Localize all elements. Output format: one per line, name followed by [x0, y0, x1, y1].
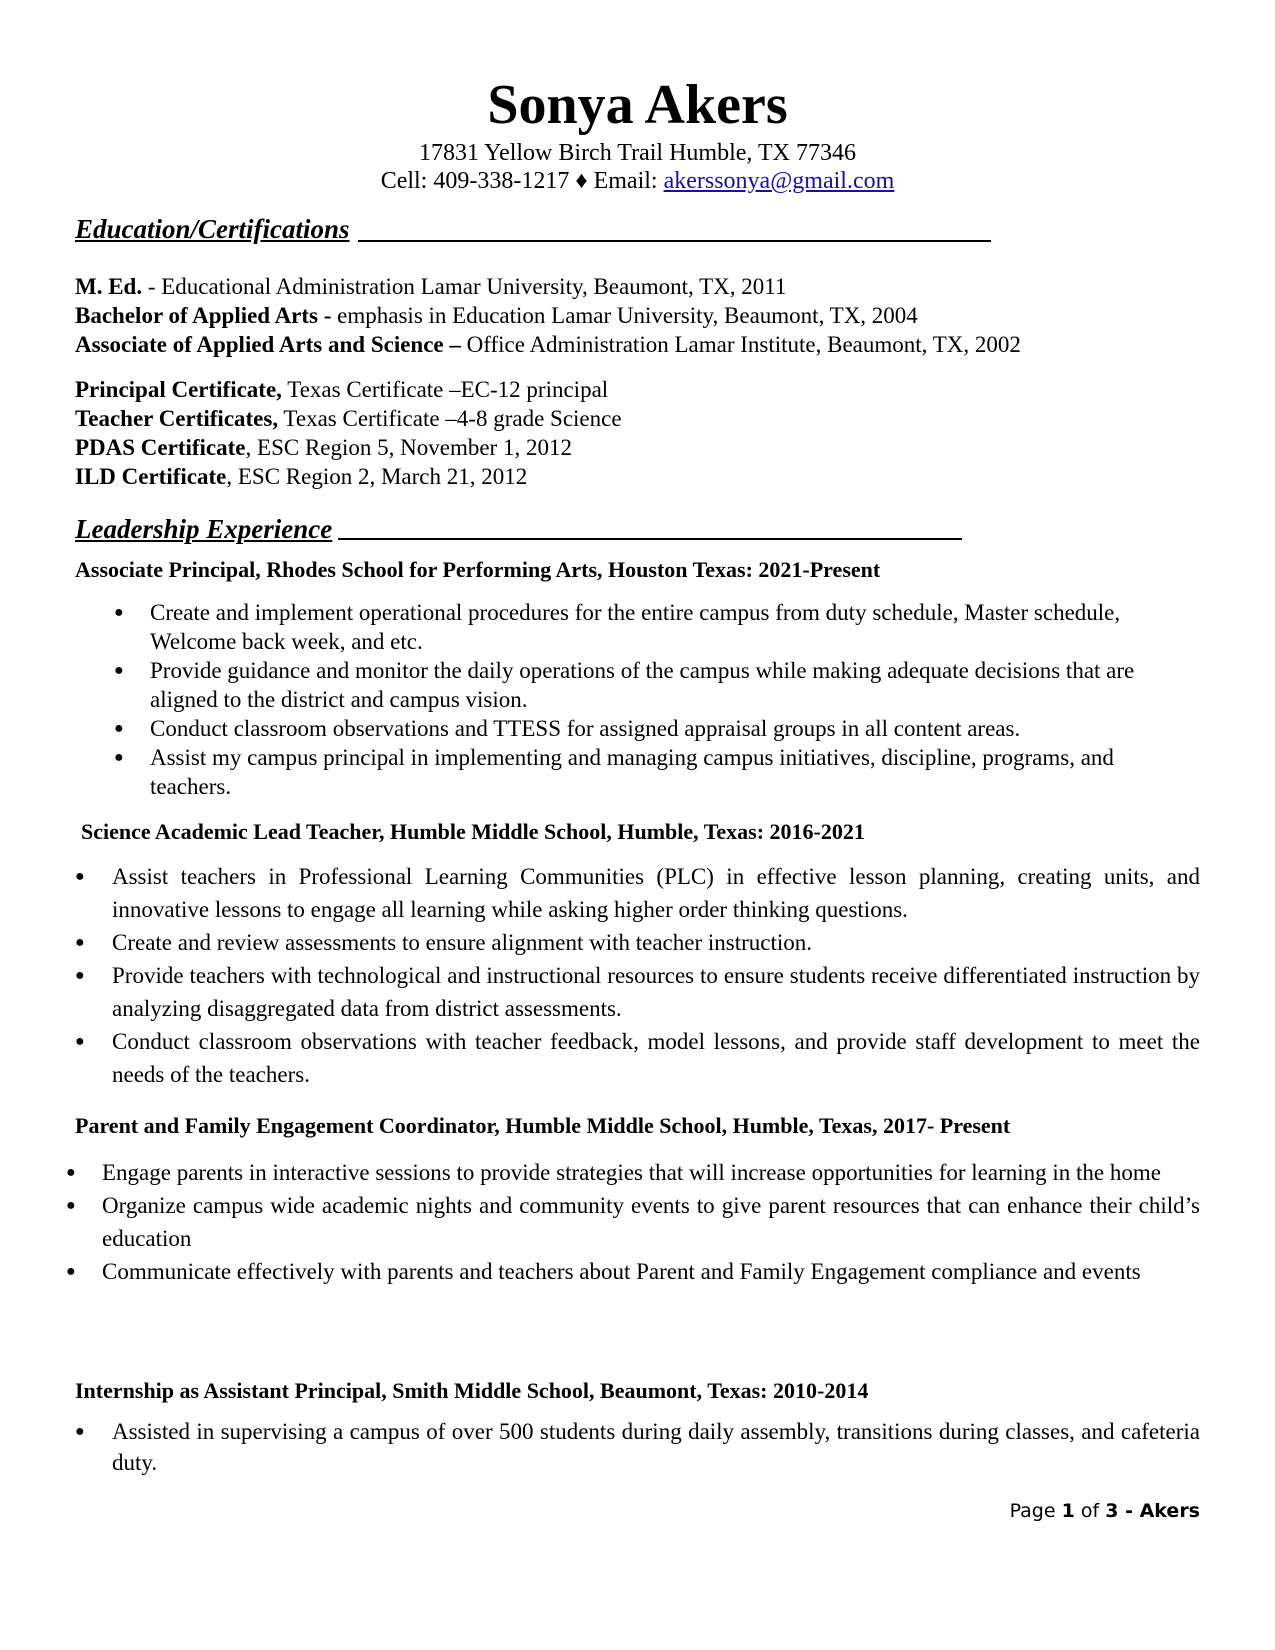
list-item: ● Assist teachers in Professional Learning Communities (PLC) in effective lesson planning, creating units, and innovative lessons to engage all learning while asking higher order thinking questions. [75, 864, 1200, 922]
degree-item: Bachelor of Applied Arts - emphasis in Education Lamar University, Beaumont, TX, 2004 [75, 303, 918, 328]
job-bullets [114, 598, 1200, 801]
job-title: Associate Principal, Rhodes School for Performing Arts, Houston Texas: 2021-Present [75, 557, 881, 582]
list-item: ● Organize campus wide academic nights and community events to give parent resources that can enhance their child’s education [66, 1193, 1200, 1251]
certificate-item: ILD Certificate, ESC Region 2, March 21, 2012 [75, 464, 528, 489]
certificate-item: PDAS Certificate, ESC Region 5, November 1, 2012 [75, 435, 572, 460]
degrees-list [75, 272, 1021, 359]
certificates-list [75, 375, 622, 491]
degree-item: Associate of Applied Arts and Science – Office Administration Lamar Institute, Beaumont, TX, 2002 [75, 332, 1021, 357]
certificate-item: Teacher Certificates, Texas Certificate –4-8 grade Science [75, 406, 622, 431]
job-title: Parent and Family Engagement Coordinator, Humble Middle School, Humble, Texas, 2017- Present [75, 1113, 1011, 1138]
job-bullets [75, 1416, 1200, 1478]
job-bullets [75, 860, 1200, 1091]
list-item: ● Assist my campus principal in implementing and managing campus initiatives, discipline, programs, and teachers. [114, 745, 1114, 799]
list-item: ● Create and implement operational procedures for the entire campus from duty schedule, Master schedule, Welcome back week, and etc. [114, 600, 1121, 654]
email-link[interactable]: akerssonya@gmail.com [663, 168, 895, 194]
address-line: 17831 Yellow Birch Trail Humble, TX 77346 [419, 140, 856, 166]
list-item: ● Communicate effectively with parents and teachers about Parent and Family Engagement compliance and events [66, 1259, 1141, 1284]
degree-item: M. Ed. - Educational Administration Lamar University, Beaumont, TX, 2011 [75, 274, 787, 299]
candidate-name: Sonya Akers [487, 74, 788, 136]
list-item: ● Engage parents in interactive sessions to provide strategies that will increase opportunities for learning in the home [66, 1160, 1161, 1185]
list-item: ● Provide guidance and monitor the daily operations of the campus while making adequate decisions that are aligned to the district and campus vision. [114, 658, 1135, 712]
list-item: ● Create and review assessments to ensure alignment with teacher instruction. [75, 930, 813, 955]
section-rule [358, 240, 991, 242]
job-title: Science Academic Lead Teacher, Humble Middle School, Humble, Texas: 2016-2021 [81, 819, 865, 844]
section-rule [338, 538, 962, 540]
job-bullets [66, 1156, 1200, 1288]
list-item: ● Provide teachers with technological and instructional resources to ensure students receive differentiated instruction by analyzing disaggregated data from district assessments. [75, 963, 1200, 1021]
page-footer: Page 1 of 3 - Akers [1009, 1500, 1200, 1522]
certificate-item: Principal Certificate, Texas Certificate –EC-12 principal [75, 377, 609, 402]
education-heading: Education/Certifications [75, 214, 350, 244]
contact-line [0, 166, 1275, 196]
job-title: Internship as Assistant Principal, Smith Middle School, Beaumont, Texas: 2010-2014 [75, 1378, 869, 1403]
list-item: ● Conduct classroom observations with teacher feedback, model lessons, and provide staff development to meet the needs of the teachers. [75, 1029, 1200, 1087]
leadership-heading: Leadership Experience [75, 514, 333, 544]
list-item: ● Conduct classroom observations and TTESS for assigned appraisal groups in all content areas. [114, 716, 1021, 741]
list-item: ● Assisted in supervising a campus of over 500 students during daily assembly, transitions during classes, and cafeteria duty. [75, 1419, 1200, 1475]
phone-text: Cell: 409-338-1217 ♦ Email: [380, 168, 664, 194]
